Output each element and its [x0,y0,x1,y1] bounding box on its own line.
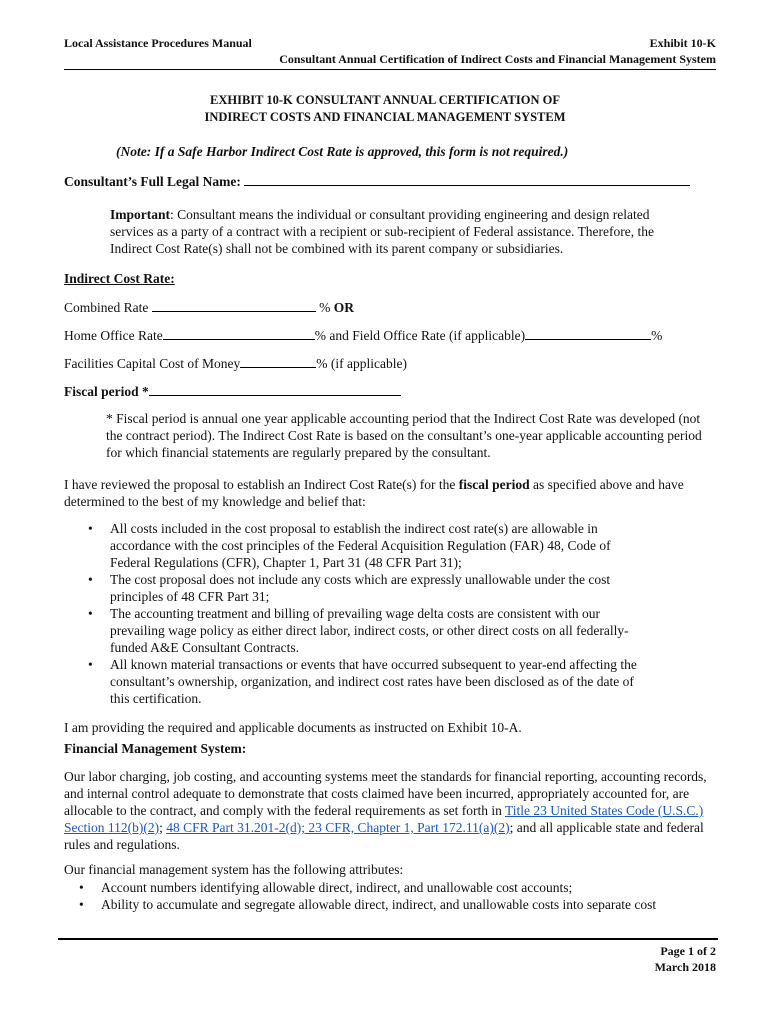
legal-name-label: Consultant’s Full Legal Name: [64,174,241,189]
facilities-label: Facilities Capital Cost of Money [64,356,241,371]
bullet-icon: • [88,572,93,587]
fms-separator: ; [159,820,167,835]
bullet-icon: • [79,880,84,895]
fms-text-2: ; and all applicable state and federal rules and regulations. [64,820,704,852]
list-item-text: The accounting treatment and billing of prevailing wage delta costs are consistent with our prevailing wage policy as either direct labor, indirect costs, or other direct costs on all federally-funded A&E Consultant Contracts. [110,606,629,655]
list-item [79,896,718,913]
list-item [88,571,650,605]
revision-date: March 2018 [654,960,716,974]
legal-name-field[interactable] [244,173,690,186]
indirect-cost-heading: Indirect Cost Rate: [64,271,175,286]
facilities-row [64,355,407,372]
list-item [88,656,650,707]
field-office-pct: % [651,328,663,343]
combined-rate-field[interactable] [152,299,316,312]
list-item-text: All costs included in the cost proposal to establish the indirect cost rate(s) are allowable in accordance with the cost principles of the Federal Acquisition Regulation (FAR) 48, Code of Federal Regulations (CFR), Chapter 1, Part 31 (48 CFR Part 31); [110,521,611,570]
title-23-link[interactable]: Title 23 United States Code (U.S.C.) Section 112(b)(2) [64,803,704,835]
attributes-list [79,879,718,913]
attributes-intro: Our financial management system has the following attributes: [64,862,404,877]
reviewed-bold: fiscal period [458,477,530,492]
field-office-field[interactable] [525,327,651,340]
doc-title-line2: INDIRECT COSTS AND FINANCIAL MANAGEMENT SYSTEM [204,110,566,124]
list-item-text: All known material transactions or events that have occurred subsequent to year-end affecting the consultant’s ownership, organization, and indirect cost rates have been disclosed as of the date of this certification. [110,657,637,706]
fiscal-period-note: * Fiscal period is annual one year applicable accounting period that the Indirect Cost Rate was developed (not the contract period). The Indirect Cost Rate is based on the consultant’s one-year applicable accounting period for which financial statements are regularly prepared by the consultant. [106,411,702,460]
bullet-icon: • [88,606,93,621]
combined-rate-pct: % [319,300,331,315]
fms-paragraph [64,768,718,853]
header-subtitle: Consultant Annual Certification of Indirect Costs and Financial Management System [279,52,716,66]
bullet-icon: • [79,897,84,912]
legal-name-row [64,173,690,190]
combined-rate-label: Combined Rate [64,300,149,315]
fiscal-period-row [64,383,401,400]
doc-title-line1: EXHIBIT 10-K CONSULTANT ANNUAL CERTIFICATION OF [210,93,560,107]
home-office-label: Home Office Rate [64,328,163,343]
reviewed-text-2: as specified above and have determined to the best of my knowledge and belief that: [64,477,684,509]
facilities-suffix: % (if applicable) [316,356,407,371]
list-item-text: The cost proposal does not include any costs which are expressly unallowable under the cost principles of 48 CFR Part 31; [110,572,611,604]
fms-text-1: Our labor charging, job costing, and accounting systems meet the standards for financial reporting, accounting records, and internal control adequate to demonstrate that costs claimed have been incurred, appropriately accounted for, are allocable to the contract, and comply with the federal requirements as set forth in [64,769,707,818]
list-item [88,605,650,656]
home-office-row [64,327,662,344]
field-office-label: % and Field Office Rate (if applicable) [314,328,526,343]
exhibit-number: Exhibit 10-K [649,36,716,50]
bullet-icon: • [88,521,93,536]
combined-rate-row [64,299,354,316]
header-rule [64,69,716,70]
cfr-link[interactable]: 48 CFR Part 31.201-2(d); 23 CFR, Chapter 1, Part 172.11(a)(2) [166,820,510,835]
bullet-icon: • [88,657,93,672]
facilities-field[interactable] [240,355,316,368]
list-item [88,520,650,571]
providing-statement: I am providing the required and applicable documents as instructed on Exhibit 10-A. [64,720,522,735]
fiscal-period-field[interactable] [149,383,401,396]
fms-heading: Financial Management System: [64,741,247,756]
list-item-text: Account numbers identifying allowable direct, indirect, and unallowable cost accounts; [101,880,573,895]
list-item-text: Ability to accumulate and segregate allowable direct, indirect, and unallowable costs into separate cost [101,897,657,912]
reviewed-text-1: I have reviewed the proposal to establish an Indirect Cost Rate(s) for the [64,477,459,492]
certification-list [88,520,650,707]
fiscal-period-label: Fiscal period * [64,384,149,399]
home-office-field[interactable] [163,327,315,340]
manual-name: Local Assistance Procedures Manual [64,36,252,50]
page-number: Page 1 of 2 [660,944,716,958]
important-paragraph [110,206,670,257]
safe-harbor-note: (Note: If a Safe Harbor Indirect Cost Rate is approved, this form is not required.) [116,144,569,159]
list-item [79,879,718,896]
footer-rule [58,938,718,940]
reviewed-paragraph [64,476,694,510]
combined-rate-or: OR [333,300,354,315]
important-label: Important [110,207,170,222]
important-text: : Consultant means the individual or consultant providing engineering and design related services as a party of a contract with a recipient or sub-recipient of Federal assistance. Therefore, the Indirect Cost Rate(s) shall not be combined with its parent company or subsidiaries. [110,207,655,256]
